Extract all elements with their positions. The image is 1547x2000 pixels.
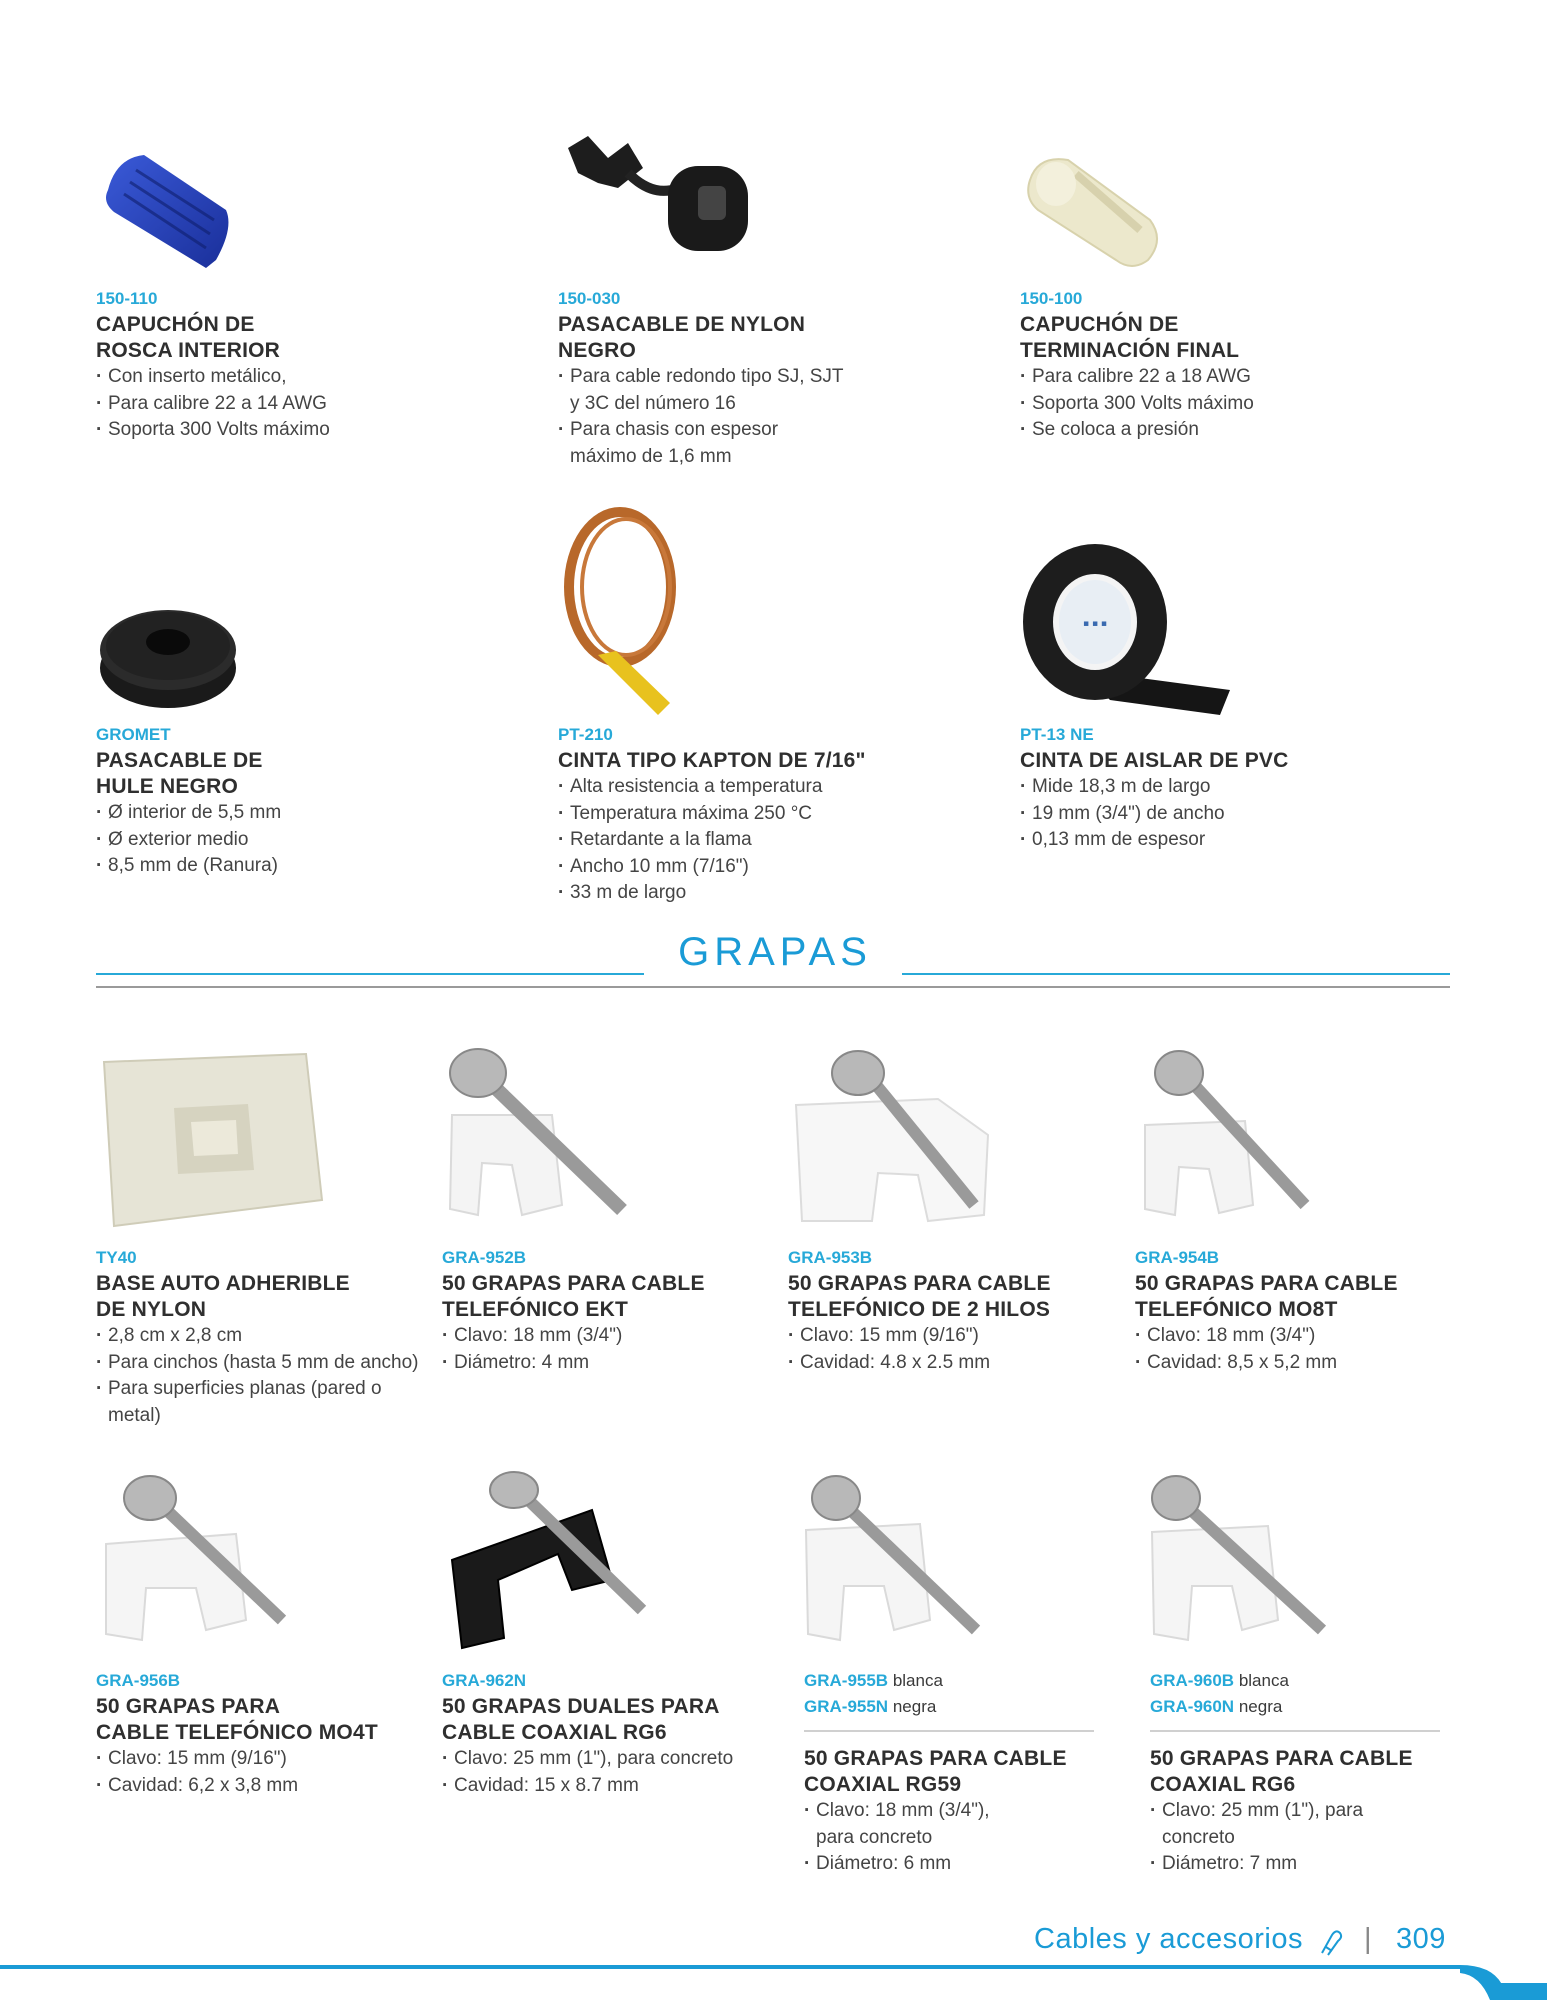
spec-list	[804, 1798, 1094, 1878]
footer-separator: |	[1364, 1923, 1373, 1955]
spec-item: · Clavo: 15 mm (9/16")	[788, 1323, 1051, 1350]
product-code: 150-100	[1020, 289, 1083, 308]
product-title-line: 50 GRAPAS DUALES PARA	[442, 1695, 720, 1718]
product-card-gra-954b	[1135, 1045, 1465, 1373]
product-code: TY40	[96, 1248, 137, 1267]
product-title-line: COAXIAL RG59	[804, 1773, 962, 1796]
product-card-gra-953b	[788, 1045, 1118, 1373]
product-title-line: CAPUCHÓN DE	[96, 313, 255, 336]
cable-staple-image	[1136, 1470, 1336, 1650]
product-code-line	[1150, 1694, 1440, 1720]
pvc-tape-image	[1020, 540, 1240, 720]
spec-item: · Ancho 10 mm (7/16")	[558, 854, 866, 881]
wire-nut-image	[96, 150, 246, 275]
spec-item: · 33 m de largo	[558, 880, 866, 907]
spec-item: · Para cable redondo tipo SJ, SJT y 3C del número 16	[558, 364, 848, 417]
product-card-gromet	[96, 590, 426, 876]
spec-item: · Con inserto metálico,	[96, 364, 330, 391]
spec-item: · Ø exterior medio	[96, 827, 281, 854]
spec-item: · Cavidad: 8,5 x 5,2 mm	[1135, 1350, 1398, 1377]
product-code: GRA-960N	[1150, 1697, 1235, 1716]
svg-text:▪ ▪ ▪: ▪ ▪ ▪	[1082, 619, 1108, 629]
spec-item: · Se coloca a presión	[1020, 417, 1254, 444]
product-code-line	[804, 1694, 1094, 1720]
spec-list	[442, 1323, 705, 1376]
spec-list	[96, 364, 330, 444]
color-variant: blanca	[1238, 1671, 1289, 1690]
spec-item: · Para calibre 22 a 14 AWG	[96, 391, 330, 418]
product-title-line: BASE AUTO ADHERIBLE	[96, 1272, 350, 1295]
spec-list	[1135, 1323, 1398, 1376]
cable-staple-image	[442, 1045, 632, 1225]
product-title-line: CABLE COAXIAL RG6	[442, 1721, 667, 1744]
product-card-gra-955	[790, 1470, 1095, 1874]
product-code-line	[1150, 1668, 1440, 1694]
product-title-line: CABLE TELEFÓNICO MO4T	[96, 1721, 378, 1744]
product-code: GROMET	[96, 725, 171, 744]
product-title-line: 50 GRAPAS PARA CABLE	[1135, 1272, 1398, 1295]
spec-item: · Clavo: 15 mm (9/16")	[96, 1746, 378, 1773]
product-card-gra-960	[1136, 1470, 1446, 1874]
product-title-line: TELEFÓNICO MO8T	[1135, 1298, 1338, 1321]
product-code: GRA-955B	[804, 1671, 889, 1690]
spec-list	[788, 1323, 1051, 1376]
footer-category: Cables y accesorios	[1034, 1923, 1303, 1955]
product-card-gra-956b	[96, 1470, 426, 1796]
spec-item: · Diámetro: 7 mm	[1150, 1851, 1440, 1878]
footer-swoosh	[0, 1955, 1547, 2000]
product-title-line: CINTA DE AISLAR DE PVC	[1020, 749, 1289, 772]
spec-list	[558, 364, 848, 470]
product-title-line: PASACABLE DE NYLON	[558, 313, 806, 336]
color-variant: blanca	[892, 1671, 943, 1690]
cable-staple-black-image	[442, 1470, 652, 1650]
product-code: GRA-952B	[442, 1248, 527, 1267]
product-code: PT-13 NE	[1020, 725, 1094, 744]
spec-item: · Cavidad: 15 x 8.7 mm	[442, 1773, 733, 1800]
product-code: PT-210	[558, 725, 613, 744]
product-title-line: CAPUCHÓN DE	[1020, 313, 1179, 336]
spec-item: · Mide 18,3 m de largo	[1020, 774, 1288, 801]
section-rule-right	[902, 973, 1450, 975]
spec-item: · 19 mm (3/4") de ancho	[1020, 801, 1288, 828]
end-cap-image	[1020, 150, 1170, 275]
spec-item: · Clavo: 18 mm (3/4")	[442, 1323, 705, 1350]
spec-list	[1020, 774, 1288, 854]
spec-item: · Diámetro: 6 mm	[804, 1851, 1094, 1878]
product-title-line: PASACABLE DE	[96, 749, 263, 772]
product-card-gra-962n	[442, 1470, 772, 1796]
spec-item: · 0,13 mm de espesor	[1020, 827, 1288, 854]
spec-list	[96, 800, 281, 880]
section-rule-left	[96, 973, 644, 975]
product-code: 150-030	[558, 289, 621, 308]
spec-item: · Para superficies planas (pared o metal)	[96, 1376, 426, 1429]
product-title-line: 50 GRAPAS PARA CABLE	[442, 1272, 705, 1295]
spec-item: · Para calibre 22 a 18 AWG	[1020, 364, 1254, 391]
product-title-line: 50 GRAPAS PARA CABLE	[1150, 1747, 1413, 1770]
product-code: GRA-962N	[442, 1671, 527, 1690]
cable-staple-image	[1135, 1045, 1325, 1225]
spec-item: · Soporta 300 Volts máximo	[96, 417, 330, 444]
product-code: GRA-960B	[1150, 1671, 1235, 1690]
product-title-line: CINTA TIPO KAPTON DE 7/16"	[558, 749, 866, 772]
spec-list	[558, 774, 866, 907]
section-rule-gray	[96, 986, 1450, 988]
divider	[804, 1730, 1094, 1732]
product-card-150-110	[96, 150, 476, 440]
spec-item: · 2,8 cm x 2,8 cm	[96, 1323, 426, 1350]
spec-item: · Clavo: 25 mm (1"), para concreto	[1150, 1798, 1372, 1851]
product-code: GRA-956B	[96, 1671, 181, 1690]
strain-relief-image	[558, 128, 778, 278]
spec-item: · Clavo: 18 mm (3/4")	[1135, 1323, 1398, 1350]
spec-item: · 8,5 mm de (Ranura)	[96, 853, 281, 880]
spec-item: · Retardante a la flama	[558, 827, 866, 854]
product-card-pt-13-ne	[1020, 540, 1350, 850]
cable-icon	[1318, 1927, 1344, 1957]
spec-item: · Ø interior de 5,5 mm	[96, 800, 281, 827]
spec-item: · Cavidad: 4.8 x 2.5 mm	[788, 1350, 1051, 1377]
spec-list	[442, 1746, 733, 1799]
product-title-line: 50 GRAPAS PARA CABLE	[788, 1272, 1051, 1295]
spec-item: · Cavidad: 6,2 x 3,8 mm	[96, 1773, 378, 1800]
spec-list	[1150, 1798, 1440, 1878]
spec-item: · Alta resistencia a temperatura	[558, 774, 866, 801]
spec-item: · Diámetro: 4 mm	[442, 1350, 705, 1377]
product-title-line: ROSCA INTERIOR	[96, 339, 281, 362]
section-title: GRAPAS	[678, 930, 872, 974]
adhesive-base-image	[96, 1050, 324, 1230]
grommet-image	[96, 590, 246, 715]
product-card-pt-210	[558, 505, 888, 903]
product-title-line: NEGRO	[558, 339, 637, 362]
spec-list	[96, 1323, 426, 1429]
spec-item: · Clavo: 25 mm (1"), para concreto	[442, 1746, 733, 1773]
product-card-gra-952b	[442, 1045, 772, 1373]
spec-list	[1020, 364, 1254, 444]
product-title-line: 50 GRAPAS PARA	[96, 1695, 281, 1718]
product-title-line: HULE NEGRO	[96, 775, 239, 798]
product-card-ty40	[96, 1050, 426, 1426]
spec-list	[96, 1746, 378, 1799]
product-card-150-100	[1020, 150, 1350, 440]
spec-item: · Clavo: 18 mm (3/4"), para concreto	[804, 1798, 1026, 1851]
spec-item: · Soporta 300 Volts máximo	[1020, 391, 1254, 418]
product-title-line: 50 GRAPAS PARA CABLE	[804, 1747, 1067, 1770]
color-variant: negra	[892, 1697, 937, 1716]
product-code: GRA-953B	[788, 1248, 873, 1267]
product-code: GRA-955N	[804, 1697, 889, 1716]
product-code-line	[804, 1668, 1094, 1694]
spec-item: · Para cinchos (hasta 5 mm de ancho)	[96, 1350, 426, 1377]
divider	[1150, 1730, 1440, 1732]
color-variant: negra	[1238, 1697, 1283, 1716]
product-title-line: TELEFÓNICO EKT	[442, 1298, 628, 1321]
product-card-150-030	[558, 128, 848, 467]
kapton-tape-image	[558, 505, 708, 725]
spec-item: · Temperatura máxima 250 °C	[558, 801, 866, 828]
product-code: 150-110	[96, 289, 158, 308]
product-title-line: TELEFÓNICO DE 2 HILOS	[788, 1298, 1051, 1321]
cable-staple-image	[788, 1045, 998, 1225]
product-title-line: TERMINACIÓN FINAL	[1020, 339, 1240, 362]
product-title-line: COAXIAL RG6	[1150, 1773, 1296, 1796]
cable-staple-image	[790, 1470, 990, 1650]
cable-staple-image	[96, 1470, 296, 1650]
product-code: GRA-954B	[1135, 1248, 1220, 1267]
spec-item: · Para chasis con espesor máximo de 1,6 mm	[558, 417, 848, 470]
product-title-line: DE NYLON	[96, 1298, 207, 1321]
page-number: 309	[1396, 1923, 1446, 1955]
